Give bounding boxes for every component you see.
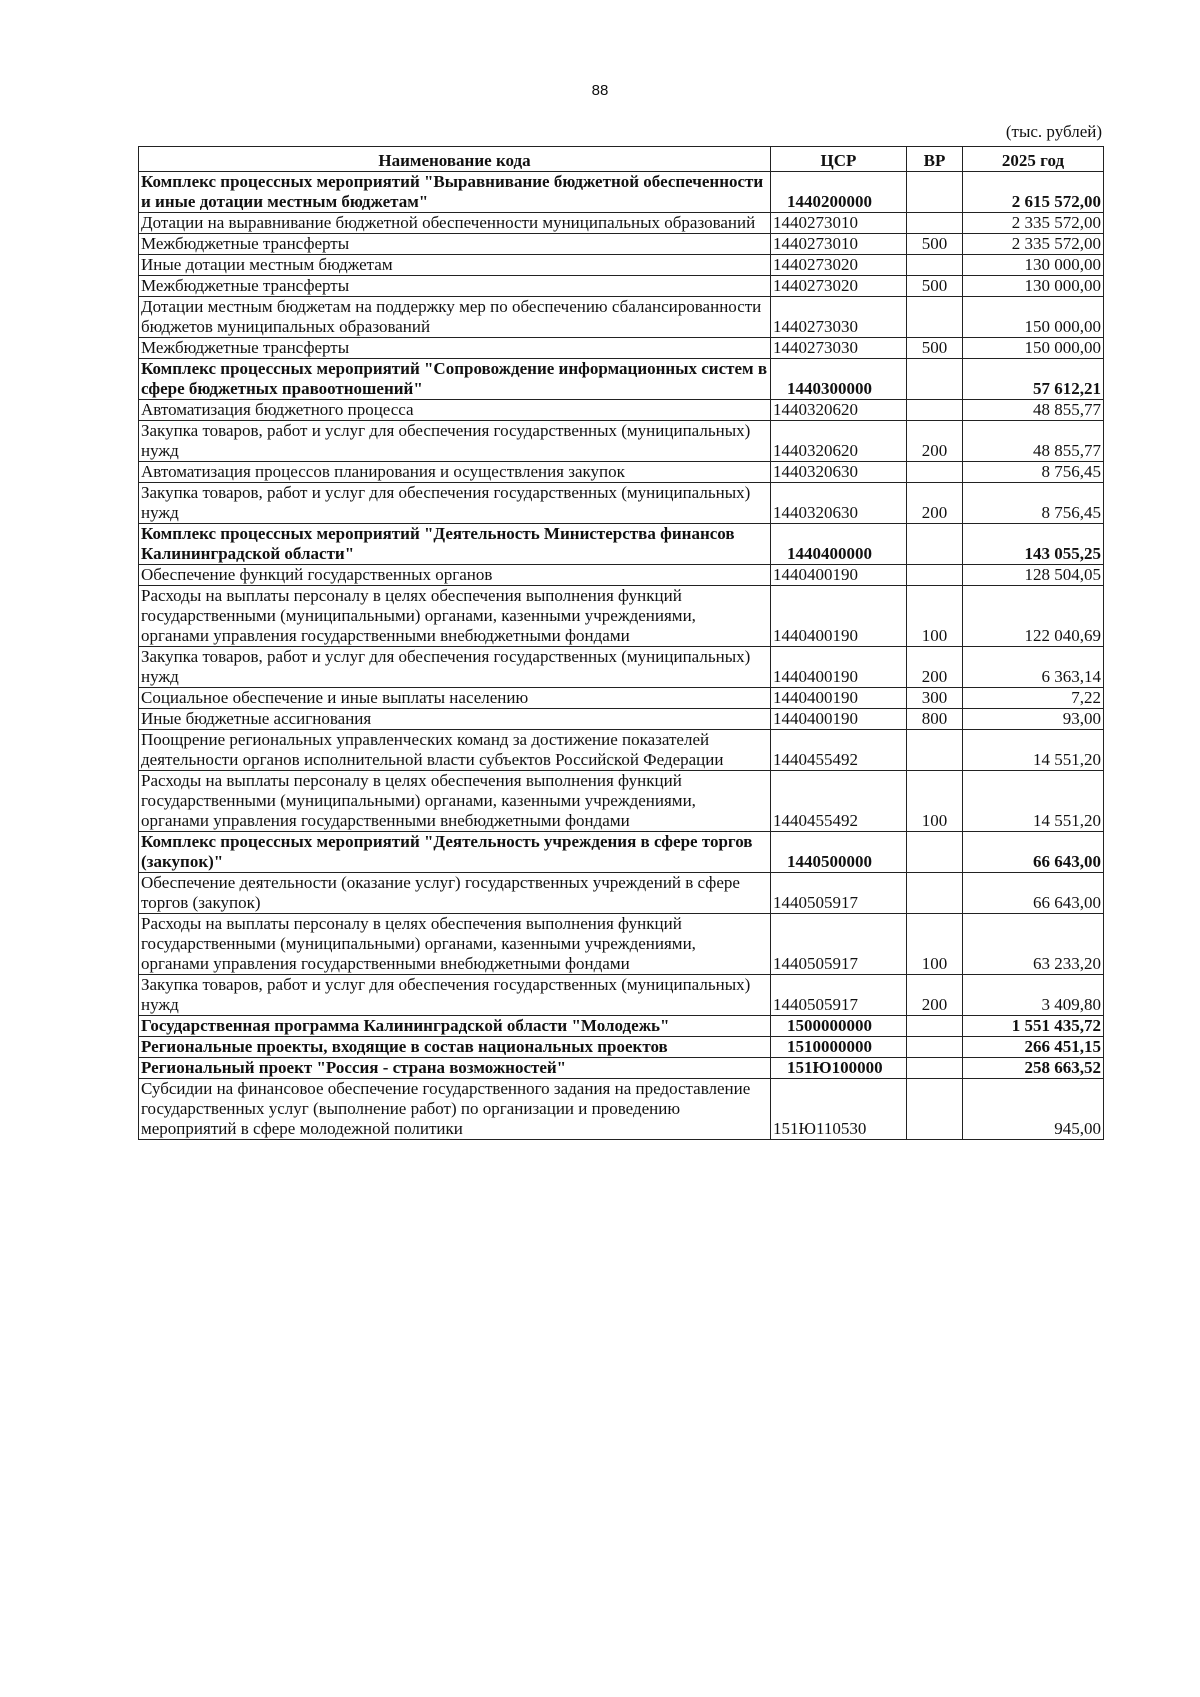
row-vr-cell [907,1016,963,1037]
table-row [139,524,1104,565]
row-csr-cell: 1440320630 [771,462,907,483]
row-csr-cell: 1440505917 [771,873,907,914]
row-name-cell: Закупка товаров, работ и услуг для обеспечения государственных (муниципальных) нужд [139,421,771,462]
row-csr-cell: 1440273030 [771,297,907,338]
row-vr-cell [907,832,963,873]
row-csr-cell: 1440455492 [771,730,907,771]
row-vr-cell: 200 [907,975,963,1016]
row-vr-cell: 300 [907,688,963,709]
row-vr-cell [907,400,963,421]
row-vr-cell [907,565,963,586]
row-csr-cell: 1440273010 [771,234,907,255]
row-sum-cell: 945,00 [963,1079,1104,1140]
row-csr-cell: 1440500000 [771,832,907,873]
row-sum-cell: 8 756,45 [963,462,1104,483]
row-csr-cell: 1440400190 [771,709,907,730]
row-csr-cell: 1440400190 [771,565,907,586]
row-sum-cell: 2 335 572,00 [963,234,1104,255]
row-sum-cell: 258 663,52 [963,1058,1104,1079]
row-vr-cell: 500 [907,276,963,297]
row-vr-cell [907,1037,963,1058]
table-row [139,914,1104,975]
table-row [139,771,1104,832]
row-sum-cell: 2 335 572,00 [963,213,1104,234]
row-vr-cell: 100 [907,914,963,975]
row-vr-cell [907,462,963,483]
row-sum-cell: 8 756,45 [963,483,1104,524]
row-vr-cell: 500 [907,234,963,255]
row-vr-cell [907,297,963,338]
table-row [139,688,1104,709]
row-name-cell: Закупка товаров, работ и услуг для обеспечения государственных (муниципальных) нужд [139,483,771,524]
row-name-cell: Расходы на выплаты персоналу в целях обеспечения выполнения функций государственными (муниципальными) органами, казенными учреждениями, органами управления государственными внебюджетными фондами [139,771,771,832]
header-name: Наименование кода [139,147,771,172]
row-name-cell: Комплекс процессных мероприятий "Сопровождение информационных систем в сфере бюджетных правоотношений" [139,359,771,400]
row-sum-cell: 6 363,14 [963,647,1104,688]
row-name-cell: Дотации на выравнивание бюджетной обеспеченности муниципальных образований [139,213,771,234]
row-csr-cell: 1510000000 [771,1037,907,1058]
row-name-cell: Автоматизация процессов планирования и осуществления закупок [139,462,771,483]
row-sum-cell: 150 000,00 [963,338,1104,359]
row-vr-cell: 800 [907,709,963,730]
row-vr-cell [907,213,963,234]
row-csr-cell: 1440200000 [771,172,907,213]
table-row [139,873,1104,914]
row-vr-cell [907,1079,963,1140]
row-sum-cell: 143 055,25 [963,524,1104,565]
row-vr-cell [907,1058,963,1079]
row-csr-cell: 1440455492 [771,771,907,832]
row-name-cell: Комплекс процессных мероприятий "Деятельность учреждения в сфере торгов (закупок)" [139,832,771,873]
row-name-cell: Закупка товаров, работ и услуг для обеспечения государственных (муниципальных) нужд [139,647,771,688]
row-sum-cell: 63 233,20 [963,914,1104,975]
header-csr: ЦСР [771,147,907,172]
row-name-cell: Автоматизация бюджетного процесса [139,400,771,421]
row-name-cell: Региональный проект "Россия - страна возможностей" [139,1058,771,1079]
row-name-cell: Государственная программа Калининградской области "Молодежь" [139,1016,771,1037]
table-row [139,462,1104,483]
budget-table [138,146,1104,1140]
row-csr-cell: 1440273020 [771,276,907,297]
row-name-cell: Обеспечение функций государственных органов [139,565,771,586]
row-name-cell: Иные дотации местным бюджетам [139,255,771,276]
row-csr-cell: 1440273020 [771,255,907,276]
row-sum-cell: 48 855,77 [963,400,1104,421]
row-name-cell: Межбюджетные трансферты [139,338,771,359]
row-csr-cell: 1440400190 [771,688,907,709]
row-vr-cell [907,873,963,914]
row-csr-cell: 1440300000 [771,359,907,400]
row-vr-cell: 200 [907,647,963,688]
row-csr-cell: 1440273030 [771,338,907,359]
row-vr-cell [907,524,963,565]
row-sum-cell: 1 551 435,72 [963,1016,1104,1037]
row-name-cell: Региональные проекты, входящие в состав национальных проектов [139,1037,771,1058]
row-csr-cell: 1440400190 [771,586,907,647]
table-row [139,1016,1104,1037]
table-row [139,213,1104,234]
row-sum-cell: 66 643,00 [963,873,1104,914]
row-name-cell: Закупка товаров, работ и услуг для обеспечения государственных (муниципальных) нужд [139,975,771,1016]
row-name-cell: Социальное обеспечение и иные выплаты населению [139,688,771,709]
row-sum-cell: 130 000,00 [963,255,1104,276]
row-csr-cell: 151Ю100000 [771,1058,907,1079]
table-row [139,421,1104,462]
row-sum-cell: 3 409,80 [963,975,1104,1016]
row-sum-cell: 57 612,21 [963,359,1104,400]
table-row [139,1079,1104,1140]
row-csr-cell: 1440320620 [771,421,907,462]
row-sum-cell: 14 551,20 [963,771,1104,832]
row-csr-cell: 1440505917 [771,914,907,975]
row-csr-cell: 1440400190 [771,647,907,688]
table-row [139,647,1104,688]
row-sum-cell: 14 551,20 [963,730,1104,771]
row-vr-cell [907,172,963,213]
row-name-cell: Комплекс процессных мероприятий "Деятельность Министерства финансов Калининградской области" [139,524,771,565]
row-name-cell: Субсидии на финансовое обеспечение государственного задания на предоставление государственных услуг (выполнение работ) по организации и проведению мероприятий в сфере молодежной политики [139,1079,771,1140]
row-vr-cell [907,359,963,400]
table-row [139,483,1104,524]
table-row [139,1037,1104,1058]
row-csr-cell: 1440320620 [771,400,907,421]
row-sum-cell: 122 040,69 [963,586,1104,647]
row-vr-cell: 500 [907,338,963,359]
page-number: 88 [591,82,609,99]
table-row [139,565,1104,586]
row-name-cell: Поощрение региональных управленческих команд за достижение показателей деятельности органов исполнительной власти субъектов Российской Федерации [139,730,771,771]
row-sum-cell: 128 504,05 [963,565,1104,586]
row-csr-cell: 1440505917 [771,975,907,1016]
table-row [139,255,1104,276]
row-vr-cell: 200 [907,483,963,524]
row-csr-cell: 1440400000 [771,524,907,565]
row-sum-cell: 48 855,77 [963,421,1104,462]
row-csr-cell: 151Ю110530 [771,1079,907,1140]
row-csr-cell: 1440273010 [771,213,907,234]
row-name-cell: Обеспечение деятельности (оказание услуг) государственных учреждений в сфере торгов (закупок) [139,873,771,914]
row-name-cell: Иные бюджетные ассигнования [139,709,771,730]
table-row [139,1058,1104,1079]
row-csr-cell: 1500000000 [771,1016,907,1037]
table-row [139,359,1104,400]
row-vr-cell [907,255,963,276]
header-vr: ВР [907,147,963,172]
table-row [139,709,1104,730]
row-name-cell: Дотации местным бюджетам на поддержку мер по обеспечению сбалансированности бюджетов муниципальных образований [139,297,771,338]
row-sum-cell: 150 000,00 [963,297,1104,338]
table-header-row [139,147,1104,172]
row-sum-cell: 2 615 572,00 [963,172,1104,213]
row-vr-cell: 200 [907,421,963,462]
row-sum-cell: 66 643,00 [963,832,1104,873]
table-row [139,400,1104,421]
table-row [139,297,1104,338]
table-row [139,338,1104,359]
table-row [139,276,1104,297]
row-sum-cell: 266 451,15 [963,1037,1104,1058]
row-name-cell: Расходы на выплаты персоналу в целях обеспечения выполнения функций государственными (муниципальными) органами, казенными учреждениями, органами управления государственными внебюджетными фондами [139,914,771,975]
row-sum-cell: 7,22 [963,688,1104,709]
row-sum-cell: 130 000,00 [963,276,1104,297]
table-row [139,730,1104,771]
row-name-cell: Межбюджетные трансферты [139,276,771,297]
row-vr-cell: 100 [907,771,963,832]
row-sum-cell: 93,00 [963,709,1104,730]
header-year: 2025 год [963,147,1104,172]
table-row [139,586,1104,647]
row-name-cell: Межбюджетные трансферты [139,234,771,255]
row-vr-cell: 100 [907,586,963,647]
row-name-cell: Комплекс процессных мероприятий "Выравнивание бюджетной обеспеченности и иные дотации местным бюджетам" [139,172,771,213]
table-row [139,172,1104,213]
table-row [139,234,1104,255]
table-row [139,975,1104,1016]
units-label: (тыс. рублей) [1005,122,1102,141]
table-row [139,832,1104,873]
row-vr-cell [907,730,963,771]
row-name-cell: Расходы на выплаты персоналу в целях обеспечения выполнения функций государственными (муниципальными) органами, казенными учреждениями, органами управления государственными внебюджетными фондами [139,586,771,647]
row-csr-cell: 1440320630 [771,483,907,524]
